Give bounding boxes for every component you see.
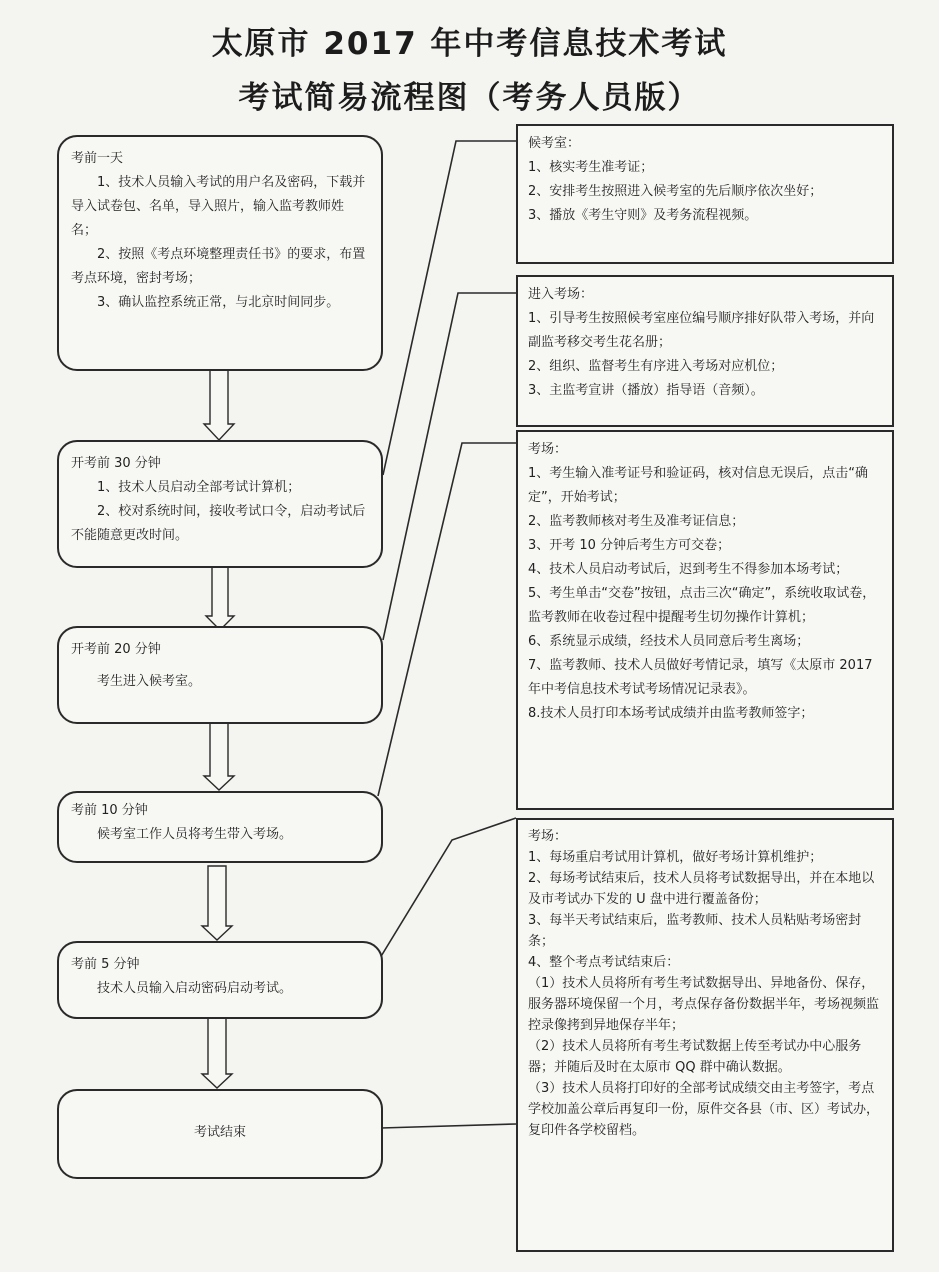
- panel-item: 5、考生单击“交卷”按钮，点击三次“确定”，系统收取试卷，监考教师在收卷过程中提醒考生切勿操作计算机；: [528, 586, 876, 625]
- panel-heading: 候考室：: [528, 136, 581, 151]
- panel-waiting-room: [516, 124, 894, 264]
- stage-step: 1、技术人员输入考试的用户名及密码，下载并导入试卷包、名单，导入照片，输入监考教师姓名；: [71, 175, 366, 238]
- stage-step: 1、技术人员启动全部考试计算机；: [97, 480, 301, 495]
- panel-item: 7、监考教师、技术人员做好考情记录，填写《太原市 2017 年中考信息技术考试考场情况记录表》。: [528, 658, 873, 697]
- panel-item: 2、组织、监督考生有序进入考场对应机位；: [528, 359, 784, 374]
- stage-step: 3、确认监控系统正常，与北京时间同步。: [97, 295, 340, 310]
- stage-10min: [57, 791, 383, 863]
- panel-item: 3、播放《考生守则》及考务流程视频。: [528, 208, 758, 223]
- panel-item: 6、系统显示成绩，经技术人员同意后考生离场；: [528, 634, 810, 649]
- stage-step: 2、按照《考点环境整理责任书》的要求，布置考点环境，密封考场；: [71, 247, 366, 286]
- down-arrow: [202, 866, 232, 940]
- stage-heading: 考前 10 分钟: [71, 803, 148, 818]
- connector-line: [381, 1124, 516, 1128]
- connector-line: [380, 818, 516, 958]
- stage-heading: 开考前 20 分钟: [71, 642, 161, 657]
- connector-line: [383, 141, 516, 475]
- down-arrow: [204, 723, 234, 790]
- panel-item: 1、考生输入准考证号和验证码，核对信息无误后，点击“确定”，开始考试；: [528, 466, 869, 505]
- panel-enter-exam-room: [516, 275, 894, 427]
- stage-step: 考生进入候考室。: [97, 674, 202, 689]
- connector-line: [378, 443, 516, 796]
- panel-item: （3）技术人员将打印好的全部考试成绩交由主考签字，考点学校加盖公章后再复印一份，原件交各县（市、区）考试办，复印件各学校留档。: [528, 1081, 880, 1138]
- panel-item: 4、整个考点考试结束后：: [528, 955, 680, 970]
- stage-exam-end: [57, 1089, 383, 1179]
- panel-item: 3、主监考宣讲（播放）指导语（音频）。: [528, 383, 764, 398]
- stage-5min: [57, 941, 383, 1019]
- stage-heading: 开考前 30 分钟: [71, 456, 161, 471]
- panel-heading: 进入考场：: [528, 287, 594, 302]
- stage-20min: [57, 626, 383, 724]
- connector-line: [383, 293, 516, 640]
- panel-item: 2、监考教师核对考生及准考证信息；: [528, 514, 745, 529]
- stage-heading: 考前一天: [71, 151, 124, 166]
- panel-exam-room-maintenance: [516, 818, 894, 1252]
- stage-step: 2、校对系统时间，接收考试口令，启动考试后不能随意更改时间。: [71, 504, 366, 543]
- stage-step: 候考室工作人员将考生带入考场。: [97, 827, 293, 842]
- panel-item: 3、每半天考试结束后，监考教师、技术人员粘贴考场密封条；: [528, 913, 862, 949]
- panel-item: （1）技术人员将所有考生考试数据导出、异地备份、保存，服务器环境保留一个月，考点保存备份数据半年，考场视频监控录像拷到异地保存半年；: [528, 976, 880, 1033]
- down-arrow: [204, 370, 234, 440]
- panel-heading: 考场：: [528, 442, 568, 457]
- panel-exam-room: [516, 430, 894, 810]
- stage-step: 考试结束: [193, 1125, 246, 1140]
- panel-item: 1、每场重启考试用计算机，做好考场计算机维护；: [528, 850, 823, 865]
- panel-item: 1、核实考生准考证；: [528, 160, 654, 175]
- stage-30min: [57, 440, 383, 568]
- stage-day-before: [57, 135, 383, 371]
- panel-item: 1、引导考生按照候考室座位编号顺序排好队带入考场，并向副监考移交考生花名册；: [528, 311, 875, 350]
- panel-item: 2、安排考生按照进入候考室的先后顺序依次坐好；: [528, 184, 823, 199]
- panel-item: 3、开考 10 分钟后考生方可交卷；: [528, 538, 731, 553]
- stage-step: 技术人员输入启动密码启动考试。: [97, 981, 293, 996]
- panel-item: 4、技术人员启动考试后，迟到考生不得参加本场考试；: [528, 562, 849, 577]
- document-subtitle: 考试简易流程图（考务人员版）: [238, 80, 701, 116]
- panel-item: （2）技术人员将所有考生考试数据上传至考试办中心服务器；并随后及时在太原市 QQ 群中确认数据。: [528, 1039, 862, 1075]
- document-title: 太原市 2017 年中考信息技术考试: [211, 26, 728, 62]
- stage-heading: 考前 5 分钟: [71, 957, 140, 972]
- panel-item: 2、每场考试结束后，技术人员将考试数据导出，并在本地以及市考试办下发的 U 盘中进行覆盖备份；: [528, 871, 875, 907]
- panel-heading: 考场：: [528, 829, 568, 844]
- down-arrow: [202, 1018, 232, 1088]
- down-arrow: [206, 567, 234, 630]
- panel-item: 8.技术人员打印本场考试成绩并由监考教师签字；: [528, 706, 814, 721]
